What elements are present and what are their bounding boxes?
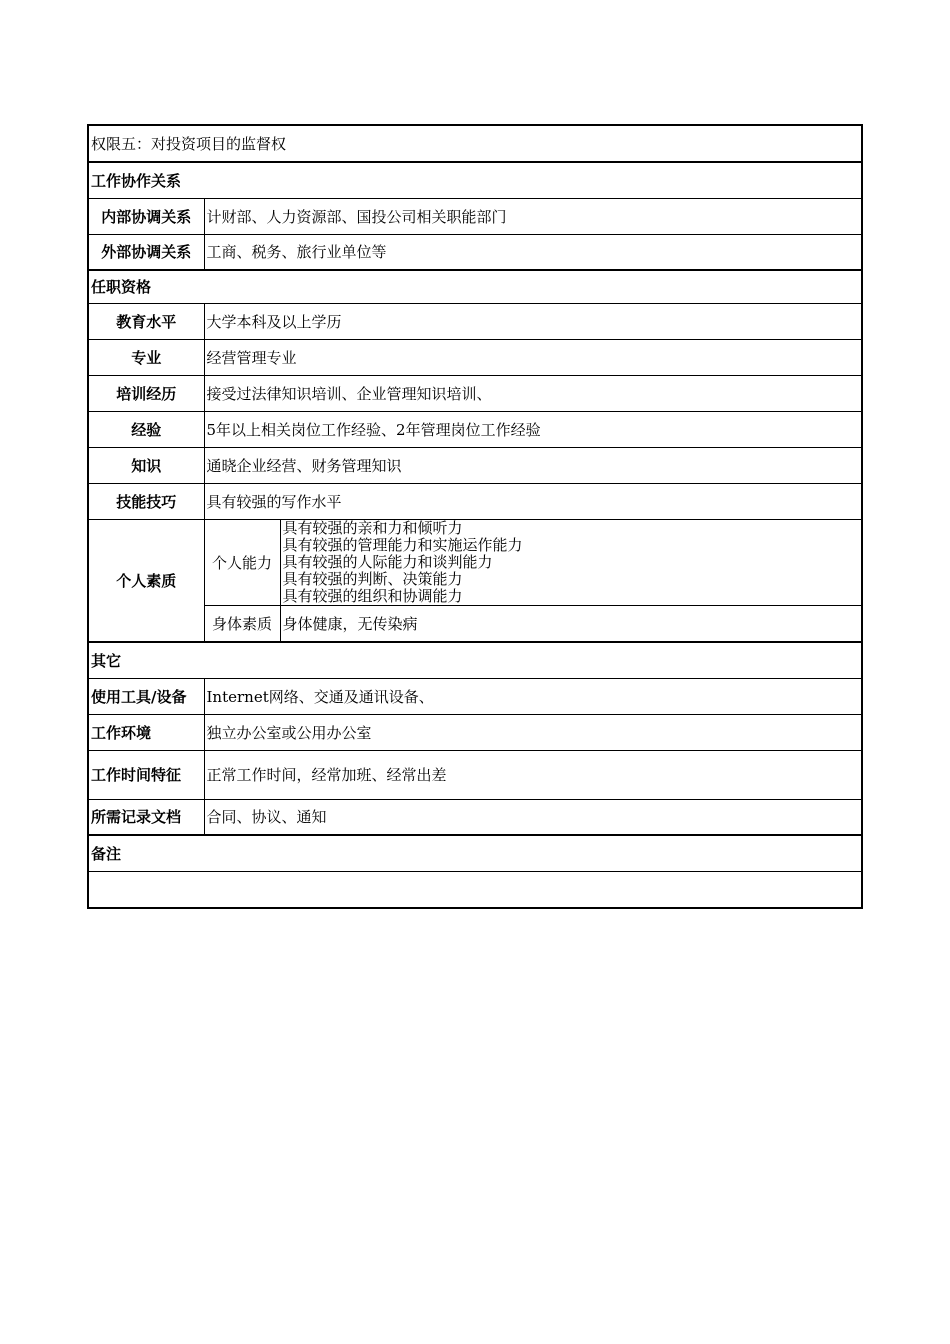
- physical-label: 身体素质: [204, 605, 280, 642]
- list-item: 具有较强的组织和协调能力: [282, 586, 463, 605]
- skills-value: 具有较强的写作水平: [204, 483, 862, 519]
- environment-value: 独立办公室或公用办公室: [204, 714, 862, 750]
- section-other: [88, 642, 862, 678]
- section-title-remarks: 备注: [88, 835, 862, 871]
- education-value: 大学本科及以上学历: [204, 303, 862, 339]
- experience-value: 5年以上相关岗位工作经验、2年管理岗位工作经验: [204, 411, 862, 447]
- table-row: [88, 483, 862, 519]
- work-time-value: 正常工作时间，经常加班、经常出差: [204, 750, 862, 799]
- section-title-other: 其它: [88, 642, 862, 678]
- section-qualifications: [88, 270, 862, 303]
- job-description-table: [87, 124, 863, 909]
- experience-label: 经验: [88, 411, 204, 447]
- training-value: 接受过法律知识培训、企业管理知识培训、: [204, 375, 862, 411]
- ability-label: 个人能力: [204, 519, 280, 605]
- internal-label: 内部协调关系: [88, 198, 204, 234]
- table-row: [88, 447, 862, 483]
- external-value: 工商、税务、旅行业单位等: [204, 234, 862, 270]
- table-row: [88, 375, 862, 411]
- ability-list: [280, 519, 862, 605]
- table-row: [88, 198, 862, 234]
- tools-value: Internet网络、交通及通讯设备、: [204, 678, 862, 714]
- table-row: [88, 411, 862, 447]
- table-row: [88, 714, 862, 750]
- list-item: 具有较强的亲和力和倾听力: [282, 519, 463, 537]
- training-label: 培训经历: [88, 375, 204, 411]
- authority-line: 权限五：对投资项目的监督权: [88, 125, 862, 162]
- list-item: 具有较强的人际能力和谈判能力: [282, 552, 493, 571]
- authority-row: [88, 125, 862, 162]
- table-row: [88, 605, 862, 642]
- table-row: [88, 519, 862, 605]
- table-row: [88, 678, 862, 714]
- docs-label: 所需记录文档: [88, 799, 204, 835]
- environment-label: 工作环境: [88, 714, 204, 750]
- list-item: 具有较强的判断、决策能力: [282, 569, 463, 588]
- table-row: [88, 234, 862, 270]
- tools-label: 使用工具/设备: [88, 678, 204, 714]
- major-label: 专业: [88, 339, 204, 375]
- section-title-collaboration: 工作协作关系: [88, 162, 862, 198]
- knowledge-label: 知识: [88, 447, 204, 483]
- table-row: [88, 303, 862, 339]
- table-row: [88, 799, 862, 835]
- education-label: 教育水平: [88, 303, 204, 339]
- external-label: 外部协调关系: [88, 234, 204, 270]
- internal-value: 计财部、人力资源部、国投公司相关职能部门: [204, 198, 862, 234]
- section-remarks: [88, 835, 862, 871]
- table-row: [88, 871, 862, 908]
- table-row: [88, 339, 862, 375]
- section-collaboration: [88, 162, 862, 198]
- docs-value: 合同、协议、通知: [204, 799, 862, 835]
- section-title-qualifications: 任职资格: [88, 270, 862, 303]
- work-time-label: 工作时间特征: [88, 750, 204, 799]
- major-value: 经营管理专业: [204, 339, 862, 375]
- remarks-value: [88, 871, 862, 908]
- table-row: [88, 750, 862, 799]
- knowledge-value: 通晓企业经营、财务管理知识: [204, 447, 862, 483]
- physical-value: 身体健康，无传染病: [280, 605, 862, 642]
- list-item: 具有较强的管理能力和实施运作能力: [282, 535, 523, 554]
- personal-label: 个人素质: [88, 519, 204, 642]
- skills-label: 技能技巧: [88, 483, 204, 519]
